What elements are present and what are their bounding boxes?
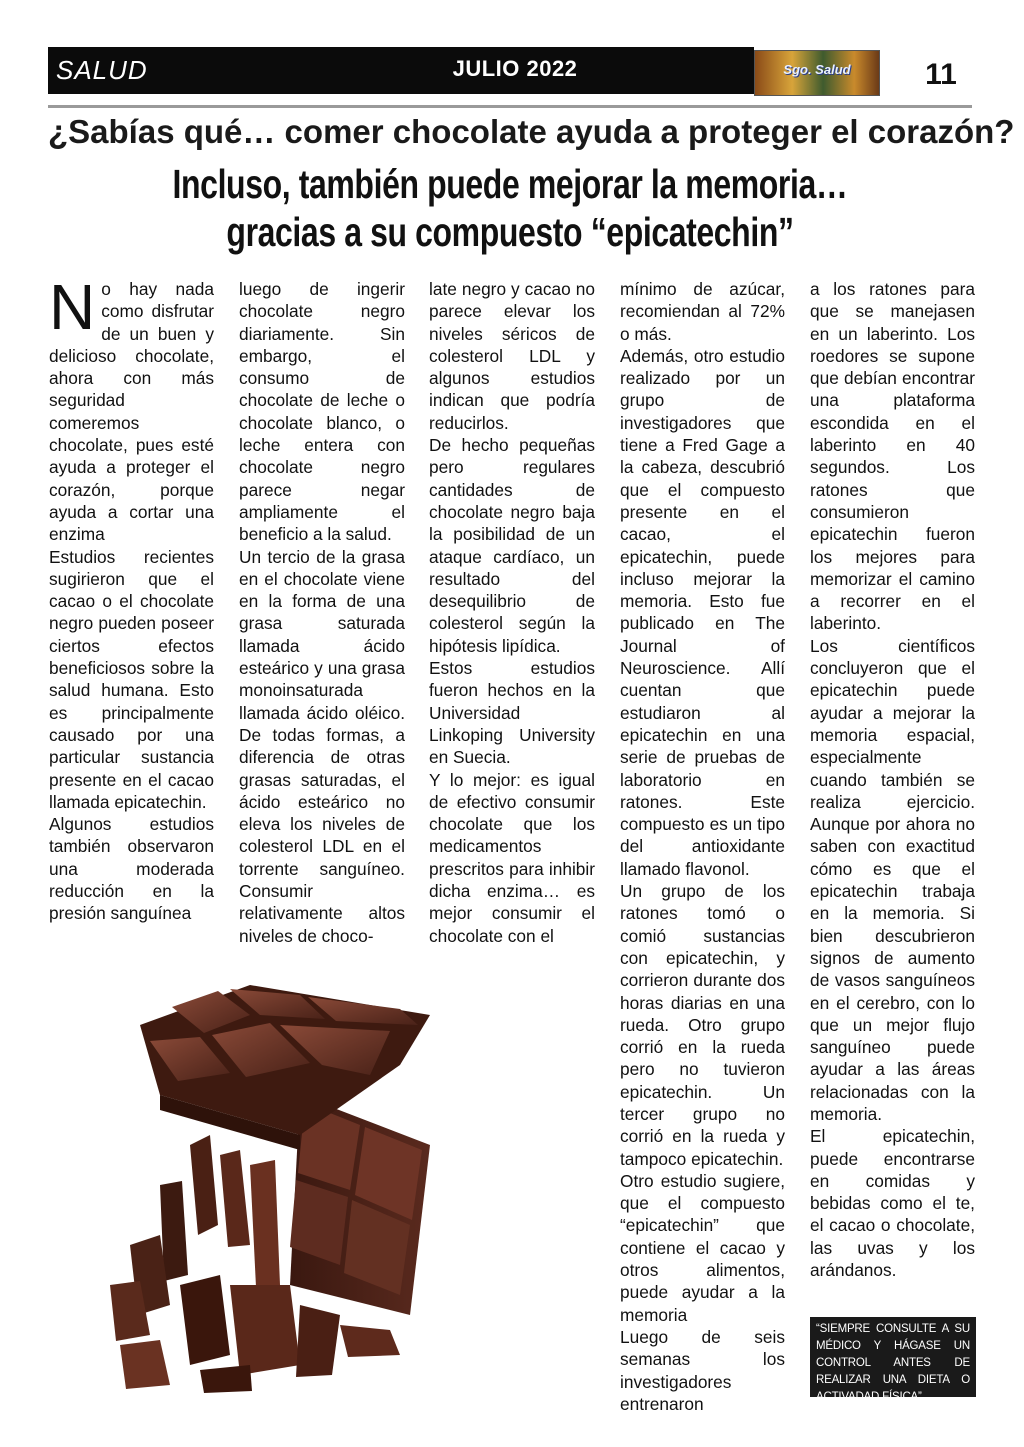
paragraph: Estudios recientes sugirieron que el cacao o el chocolate negro pueden poseer ciertos efectos beneficiosos sobre la salud humana. Esto es principalmente causado por una particular sustancia presente en el cacao llamada epicatechin. (49, 546, 214, 812)
paragraph: a los ratones para que se manejasen en un laberinto. Los roedores se supone que debían encontrar una plataforma escondida en el laberinto en 40 segundos. Los ratones que consumieron epicatechin fueron los mejores para memorizar el camino a recorrer en el laberinto. (810, 279, 975, 634)
article-subheadline (150, 160, 871, 256)
paragraph-text: o hay nada como disfrutar de un buen y delicioso chocolate, ahora con más seguridad comeremos chocolate, pues esté ayuda a proteger el corazón, porque ayuda a cortar una enzima (49, 279, 214, 545)
publication-logo (754, 50, 880, 96)
lower-chocolate-bar (290, 1095, 430, 1315)
article-column-5 (810, 278, 975, 1281)
health-disclaimer-box: “SIEMPRE CONSULTE A SU MÉDICO Y HÁGASE UN CONTROL ANTES DE REALIZAR UNA DIETA O ACTIVADAD FÍSICA” (810, 1317, 976, 1397)
subheadline-line-1: Incluso, también puede mejorar la memoria… (172, 161, 848, 207)
paragraph: Y lo mejor: es igual de efectivo consumir chocolate que los medicamentos prescritos para inhibir dicha enzima… es mejor consumir el chocolate con el (429, 769, 595, 946)
paragraph: Un tercio de la grasa en el chocolate viene en la forma de una grasa saturada llamada ácido esteárico y una grasa monoinsaturada llamada ácido oléico. De todas formas, a diferencia de otras grasas saturadas, el ácido esteárico no eleva los niveles de colesterol LDL en el torrente sanguíneo. Consumir relativamente altos niveles de choco- (239, 546, 405, 946)
article-column-1 (49, 271, 214, 925)
header-rule (48, 105, 972, 108)
chocolate-photo (100, 985, 440, 1395)
article-headline: ¿Sabías qué… comer chocolate ayuda a proteger el corazón? (48, 113, 1015, 150)
paragraph: Luego de seis semanas los investigadores entrenaron (620, 1326, 785, 1414)
article-column-3 (429, 278, 595, 947)
paragraph: Algunos estudios también observaron una moderada reducción en la presión sanguínea (49, 814, 214, 924)
paragraph: De hecho pequeñas pero regulares cantidades de chocolate negro baja la posibilidad de un ataque cardíaco, un resultado del desequilibrio de colesterol según la hipótesis lipídica. (429, 435, 595, 656)
paragraph: Estos estudios fueron hechos en la Universidad Linkoping University en Suecia. (429, 658, 595, 768)
subheadline-line-2: gracias a su compuesto “epicatechin” (226, 209, 794, 255)
paragraph: luego de ingerir chocolate negro diariamente. Sin embargo, el consumo de chocolate de leche o chocolate blanco, o leche entera con chocolate negro parece negar ampliamente el beneficio a la salud. (239, 279, 405, 545)
drop-cap: N (49, 271, 96, 343)
paragraph: El epicatechin, puede encontrarse en comidas y bebidas como el te, el cacao o chocolate, las uvas y los arándanos. (810, 1126, 975, 1281)
paragraph: Otro estudio sugiere, que el compuesto “epicatechin” que contiene el cacao y otros alimentos, puede ayudar a la memoria (620, 1170, 785, 1325)
paragraph (49, 271, 214, 546)
paragraph: Un grupo de los ratones tomó o comió sustancias con epicatechin, y corrieron durante dos horas diarias en una rueda. Otro grupo corrió en la rueda pero no tuvieron epicatechin. Un tercer grupo no corrió en la rueda y tampoco epicatechin. (620, 881, 785, 1169)
logo-text: Sgo. Salud (783, 62, 851, 77)
section-name: SALUD (56, 55, 148, 85)
upper-chocolate-bar (140, 985, 430, 1150)
page-number: 11 (925, 58, 957, 91)
paragraph: mínimo de azúcar, recomiendan al 72% o más. (620, 279, 785, 344)
issue-date: JULIO 2022 (452, 56, 578, 81)
article-column-4 (620, 278, 785, 1415)
header-bar (48, 47, 754, 94)
paragraph: late negro y cacao no parece elevar los niveles séricos de colesterol LDL y algunos estudios indican que podría reducirlos. (429, 279, 595, 433)
paragraph: Además, otro estudio realizado por un grupo de investigadores que tiene a Fred Gage a la cabeza, descubrió que el compuesto presente en el cacao, el epicatechin, puede incluso mejorar la memoria. Esto fue publicado en The Journal of Neuroscience. Allí cuentan que estudiaron al epicatechin en una serie de pruebas de laboratorio en ratones. Este compuesto es un tipo del antioxidante llamado flavonol. (620, 345, 785, 879)
paragraph: Los científicos concluyeron que el epicatechin puede ayudar a mejorar la memoria espacial, especialmente cuando también se realiza ejercicio. Aunque por ahora no saben con exactitud cómo es que el epicatechin trabaja en la memoria. Si bien descubrieron signos de aumento de vasos sanguíneos en el cerebro, con lo que un mejor flujo sanguíneo puede ayudar a las áreas relacionadas con la memoria. (810, 635, 975, 1124)
article-column-2 (239, 278, 405, 947)
